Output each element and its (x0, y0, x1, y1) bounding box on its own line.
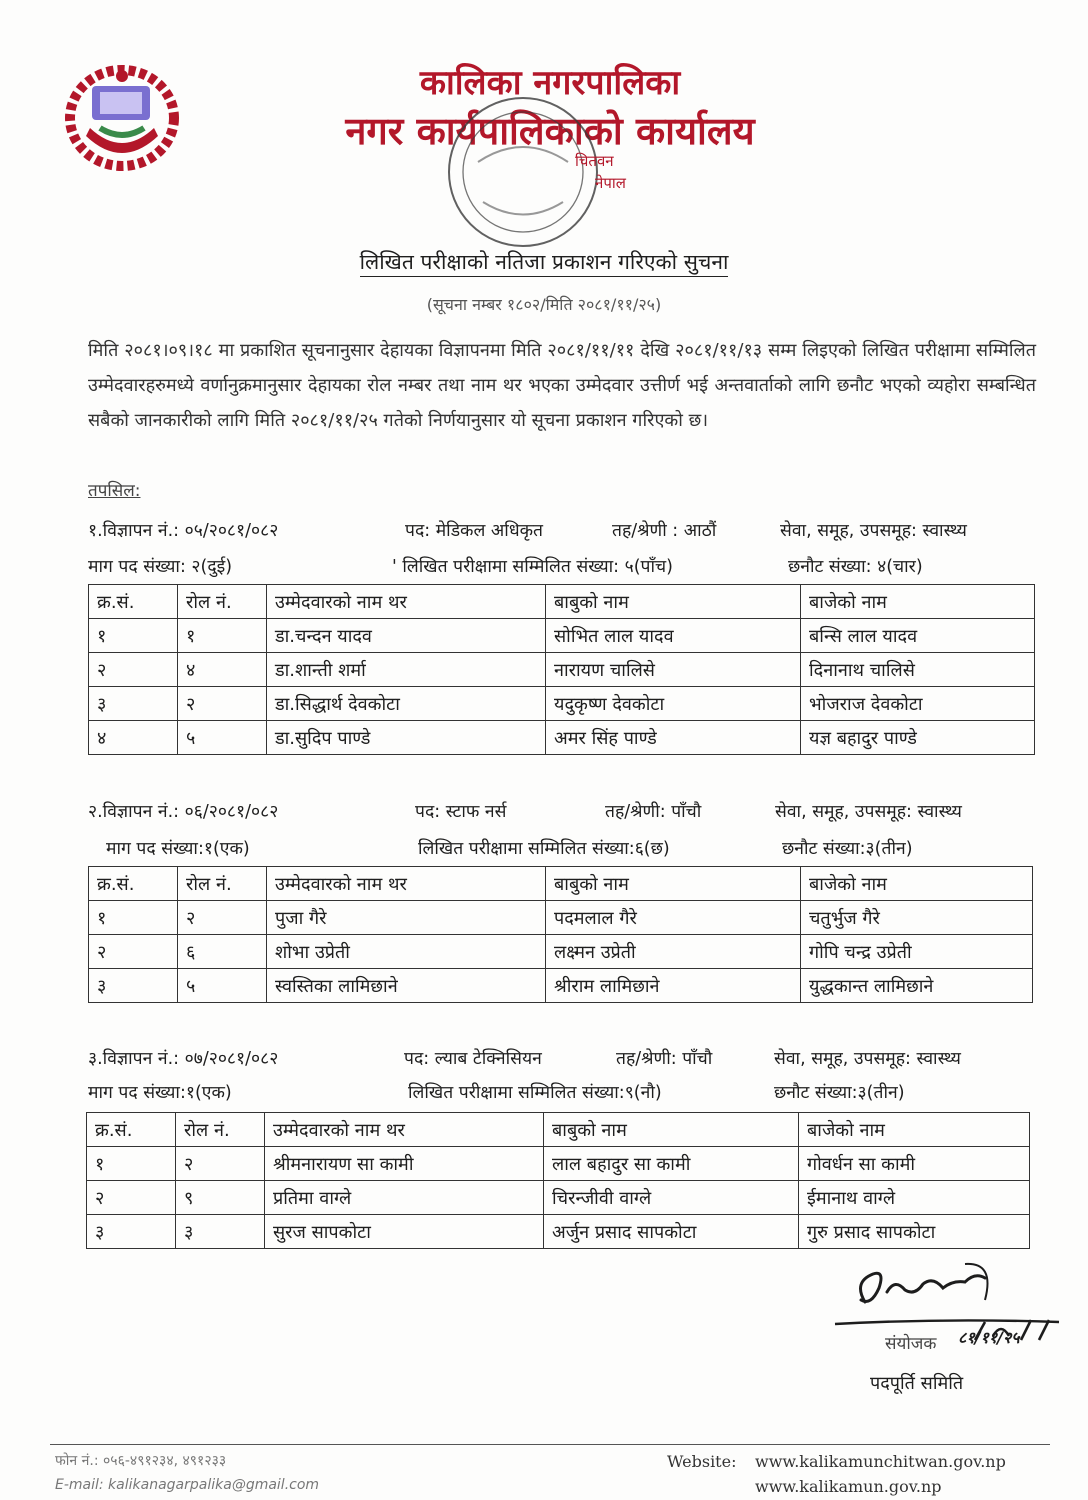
cell-candidate: शोभा उप्रेती (267, 935, 546, 969)
section-1-level: तह/श्रेणी : आठौं (612, 521, 717, 541)
col-father-header: बाबुको नाम (546, 585, 801, 619)
col-roll-header: रोल नं. (178, 585, 267, 619)
committee-name: पदपूर्ति समिति (870, 1373, 964, 1394)
cell-grandfather: युद्धकान्त लामिछाने (801, 969, 1033, 1003)
cell-grandfather: गुरु प्रसाद सापकोटा (799, 1215, 1030, 1249)
col-grandfather-header: बाजेको नाम (801, 585, 1035, 619)
table-row (87, 1215, 1030, 1249)
col-serial-header: क्र.सं. (89, 867, 178, 901)
signature-date: ८१/११/२५ (958, 1328, 1020, 1347)
section-2-adv: २.विज्ञापन नं.: ०६/२०८१/०८२ (88, 802, 279, 822)
section-2-table (88, 866, 1033, 1003)
cell-candidate: श्रीमनारायण सा कामी (265, 1147, 544, 1181)
section-3-service: सेवा, समूह, उपसमूह: स्वास्थ्य (774, 1049, 961, 1069)
cell-candidate: सुरज सापकोटा (265, 1215, 544, 1249)
table-row (87, 1147, 1030, 1181)
footer-website-link-1[interactable]: www.kalikamunchitwan.gov.np (755, 1452, 1006, 1471)
cell-serial: १ (89, 901, 178, 935)
col-roll-header: रोल नं. (178, 867, 267, 901)
cell-candidate: डा.चन्दन यादव (267, 619, 546, 653)
section-3-appeared: लिखित परीक्षामा सम्मिलित संख्या:९(नौ) (408, 1083, 662, 1103)
cell-roll: ४ (178, 653, 267, 687)
cell-father: चिरन्जीवी वाग्ले (544, 1181, 799, 1215)
section-3-level: तह/श्रेणी: पाँचौ (616, 1049, 713, 1069)
municipality-name: कालिका नगरपालिका (419, 63, 681, 103)
cell-candidate: डा.सिद्धार्थ देवकोटा (267, 687, 546, 721)
stamp-line-1: चितवन (575, 152, 614, 170)
cell-roll: ९ (176, 1181, 265, 1215)
cell-father: लाल बहादुर सा कामी (544, 1147, 799, 1181)
section-2-demand: माग पद संख्या:१(एक) (106, 839, 250, 859)
cell-grandfather: चतुर्भुज गैरे (801, 901, 1033, 935)
section-1-adv: १.विज्ञापन नं.: ०५/२०८१/०८२ (88, 521, 279, 541)
section-3-selected: छनौट संख्या:३(तीन) (774, 1083, 905, 1103)
col-grandfather-header: बाजेको नाम (799, 1113, 1030, 1147)
section-1-selected: छनौट संख्या: ४(चार) (788, 557, 923, 577)
cell-grandfather: भोजराज देवकोटा (801, 687, 1035, 721)
col-candidate-header: उम्मेदवारको नाम थर (265, 1113, 544, 1147)
col-grandfather-header: बाजेको नाम (801, 867, 1033, 901)
cell-grandfather: बन्सि लाल यादव (801, 619, 1035, 653)
cell-candidate: डा.सुदिप पाण्डे (267, 721, 546, 755)
table-row (89, 969, 1033, 1003)
cell-roll: ५ (178, 969, 267, 1003)
signatory-title: संयोजक (885, 1334, 937, 1354)
col-roll-header: रोल नं. (176, 1113, 265, 1147)
cell-roll: २ (178, 687, 267, 721)
col-serial-header: क्र.सं. (87, 1113, 176, 1147)
section-2-service: सेवा, समूह, उपसमूह: स्वास्थ्य (775, 802, 962, 822)
col-serial-header: क्र.सं. (89, 585, 178, 619)
cell-serial: २ (87, 1181, 176, 1215)
footer-email[interactable]: E-mail: kalikanagarpalika@gmail.com (55, 1477, 320, 1493)
section-1-demand: माग पद संख्या: २(दुई) (88, 557, 233, 577)
cell-serial: २ (89, 935, 178, 969)
stamp-address (455, 150, 655, 194)
cell-candidate: प्रतिमा वाग्ले (265, 1181, 544, 1215)
cell-grandfather: यज्ञ बहादुर पाण्डे (801, 721, 1035, 755)
cell-father: लक्ष्मन उप्रेती (546, 935, 801, 969)
col-father-header: बाबुको नाम (546, 867, 801, 901)
cell-grandfather: ईमानाथ वाग्ले (799, 1181, 1030, 1215)
table-row (89, 935, 1033, 969)
table-row (89, 653, 1035, 687)
section-3-adv: ३.विज्ञापन नं.: ०७/२०८१/०८२ (88, 1049, 279, 1069)
col-candidate-header: उम्मेदवारको नाम थर (267, 585, 546, 619)
office-name: नगर कार्यपालिकाको कार्यालय (345, 109, 755, 153)
cell-father: नारायण चालिसे (546, 653, 801, 687)
cell-serial: ३ (87, 1215, 176, 1249)
cell-roll: ३ (176, 1215, 265, 1249)
table-row (89, 901, 1033, 935)
section-2-level: तह/श्रेणी: पाँचौ (605, 802, 702, 822)
government-emblem-logo (58, 58, 186, 176)
section-2-appeared: लिखित परीक्षामा सम्मिलित संख्या:६(छ) (418, 839, 670, 859)
table-header-row (89, 585, 1035, 619)
cell-serial: ३ (89, 969, 178, 1003)
cell-candidate: पुजा गैरे (267, 901, 546, 935)
cell-serial: ३ (89, 687, 178, 721)
section-1-service: सेवा, समूह, उपसमूह: स्वास्थ्य (780, 521, 967, 541)
section-1-table (88, 584, 1035, 755)
cell-candidate: डा.शान्ती शर्मा (267, 653, 546, 687)
cell-father: अर्जुन प्रसाद सापकोटा (544, 1215, 799, 1249)
cell-roll: २ (176, 1147, 265, 1181)
annex-label: तपसिल: (88, 481, 141, 501)
footer-divider (50, 1444, 1050, 1445)
cell-serial: १ (87, 1147, 176, 1181)
footer-website-link-2[interactable]: www.kalikamun.gov.np (755, 1477, 942, 1496)
footer-phone: फोन नं.: ०५६-४९१२३४, ४९१२३३ (55, 1453, 227, 1469)
section-3-demand: माग पद संख्या:१(एक) (88, 1083, 232, 1103)
table-header-row (89, 867, 1033, 901)
cell-roll: ६ (178, 935, 267, 969)
cell-roll: २ (178, 901, 267, 935)
notice-title-text: लिखित परीक्षाको नतिजा प्रकाशन गरिएको सुचना (360, 250, 729, 277)
section-3-table (86, 1112, 1030, 1249)
table-row (89, 687, 1035, 721)
table-row (89, 619, 1035, 653)
notice-body: मिति २०८१।०९।१८ मा प्रकाशित सूचनानुसार देहायका विज्ञापनमा मिति २०८१/११/११ देखि २०८१/११/१३ सम्म लिइएको लिखित परीक्षामा सम्मिलित उम्मेदवारहरुमध्ये वर्णानुक्रमानुसार देहायका रोल नम्बर तथा नाम थर भएका उम्मेदवार उत्तीर्ण भई अन्तवार्ताको लागि छनौट भएको व्यहोरा सम्बन्धित सबैको जानकारीको लागि मिति २०८१/११/२५ गतेको निर्णयानुसार यो सूचना प्रकाशन गरिएको छ। (88, 340, 1036, 431)
cell-serial: २ (89, 653, 178, 687)
cell-father: अमर सिंह पाण्डे (546, 721, 801, 755)
section-1-appeared: ' लिखित परीक्षामा सम्मिलित संख्या: ५(पाँच) (392, 557, 673, 577)
cell-serial: १ (89, 619, 178, 653)
cell-father: यदुकृष्ण देवकोटा (546, 687, 801, 721)
cell-grandfather: गोवर्धन सा कामी (799, 1147, 1030, 1181)
col-father-header: बाबुको नाम (544, 1113, 799, 1147)
section-2-selected: छनौट संख्या:३(तीन) (782, 839, 913, 859)
notice-title (0, 248, 1088, 276)
col-candidate-header: उम्मेदवारको नाम थर (267, 867, 546, 901)
cell-father: श्रीराम लामिछाने (546, 969, 801, 1003)
cell-serial: ४ (89, 721, 178, 755)
cell-roll: ५ (178, 721, 267, 755)
table-header-row (87, 1113, 1030, 1147)
section-1-post: पद: मेडिकल अधिकृत (405, 521, 543, 541)
handwritten-signature (825, 1262, 1065, 1362)
table-row (87, 1181, 1030, 1215)
cell-grandfather: दिनानाथ चालिसे (801, 653, 1035, 687)
cell-roll: १ (178, 619, 267, 653)
section-3-post: पद: ल्याब टेक्निसियन (404, 1049, 542, 1069)
table-row (89, 721, 1035, 755)
cell-father: सोभित लाल यादव (546, 619, 801, 653)
cell-father: पदमलाल गैरे (546, 901, 801, 935)
cell-candidate: स्वस्तिका लामिछाने (267, 969, 546, 1003)
notice-reference: (सूचना नम्बर १८०२/मिति २०८१/११/२५) (426, 295, 662, 314)
stamp-line-2: नेपाल (595, 174, 626, 192)
section-2-post: पद: स्टाफ नर्स (415, 802, 507, 822)
footer-website-label: Website: (667, 1452, 737, 1471)
cell-grandfather: गोपि चन्द्र उप्रेती (801, 935, 1033, 969)
